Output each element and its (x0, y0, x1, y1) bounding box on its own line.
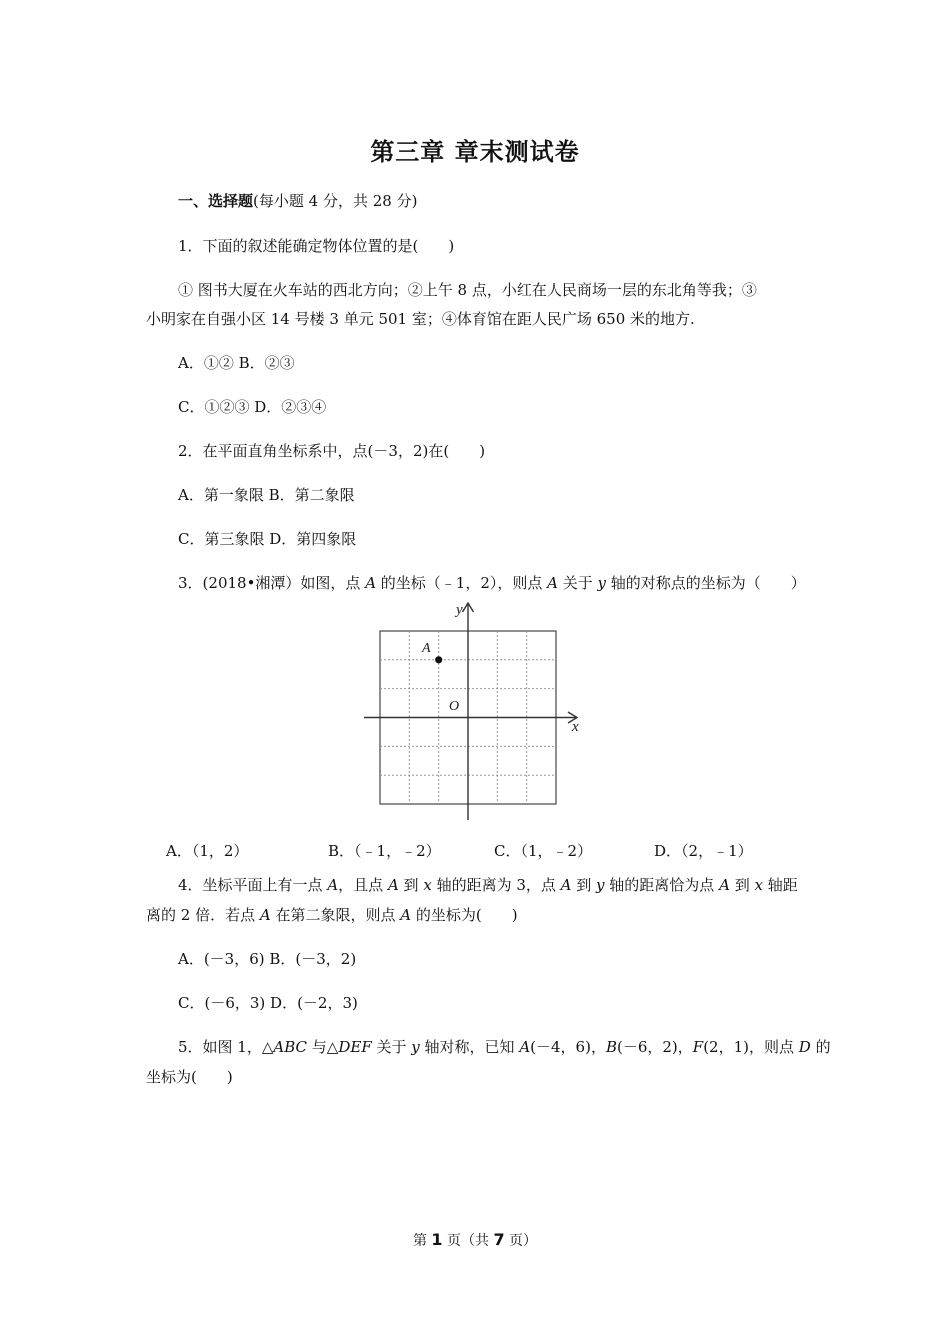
q3-option-d: D．（2，﹣1） (654, 842, 753, 860)
q3-option-b: B．（﹣1，﹣2） (328, 842, 441, 860)
q4-text: 到 (571, 876, 597, 894)
q3-option-a: A．（1，2） (166, 842, 249, 860)
q4-var: x (754, 876, 763, 894)
q4-text: 的坐标为( ) (411, 906, 518, 924)
question-2-options-cd: C．第三象限 D．第四象限 (178, 530, 357, 548)
q4-var: x (423, 876, 432, 894)
q3-stem-part: 轴的对称点的坐标为（ ） (606, 574, 806, 592)
q5-text: (－6，2)， (616, 1038, 693, 1056)
question-5-line2: 坐标为( ) (146, 1068, 233, 1086)
question-1-stem: 1．下面的叙述能确定物体位置的是( ) (178, 237, 455, 255)
point-a (435, 656, 442, 663)
q5-text: (－4，6)， (530, 1038, 606, 1056)
question-4-options-ab: A．(－3，6) B．(－3，2) (178, 950, 357, 968)
q5-text: 与△ (307, 1038, 339, 1056)
question-5-line1 (178, 1036, 831, 1058)
question-1-desc-line1: ① 图书大厦在火车站的西北方向；②上午 8 点，小红在人民商场一层的东北角等我；③ (178, 281, 757, 299)
q4-var: A (560, 876, 572, 894)
question-3-stem (178, 572, 806, 594)
footer-text: 页） (504, 1233, 538, 1249)
q4-var: A (259, 906, 271, 924)
q5-var: B (605, 1038, 617, 1056)
q5-var: ABC (273, 1038, 308, 1056)
point-a-label: A (422, 641, 431, 656)
q3-stem-part: 3．(2018•湘潭）如图，点 (178, 574, 366, 592)
q4-text: 轴的距离恰为点 (604, 876, 720, 894)
question-4-options-cd: C．(－6，3) D．(－2，3) (178, 994, 358, 1012)
q4-text: 在第二象限，则点 (270, 906, 401, 924)
y-axis-label: y (456, 602, 463, 618)
footer-text: 第 (412, 1233, 432, 1249)
x-axis (364, 712, 577, 723)
footer-text: 页（共 (442, 1233, 494, 1249)
q5-text: 轴对称，已知 (419, 1038, 520, 1056)
q5-var: F (692, 1038, 704, 1056)
section-note: (每小题 4 分，共 28 分) (253, 192, 418, 210)
q5-text: 的 (810, 1038, 831, 1056)
footer-total-pages: 7 (493, 1230, 505, 1249)
q5-var: A (519, 1038, 531, 1056)
q4-text: ，且点 (338, 876, 388, 894)
q3-stem-part: 关于 (558, 574, 598, 592)
q4-text: 离的 2 倍．若点 (146, 906, 260, 924)
q3-var-y: y (597, 574, 607, 592)
question-2-stem: 2．在平面直角坐标系中，点(－3，2)在( ) (178, 442, 486, 460)
q4-text: 到 (398, 876, 424, 894)
coordinate-grid-figure (360, 600, 590, 825)
q4-text: 4．坐标平面上有一点 (178, 876, 328, 894)
page-title: 第三章 章末测试卷 (370, 138, 580, 166)
q4-var: A (400, 906, 412, 924)
x-axis-label: x (572, 719, 579, 735)
section-heading (178, 190, 417, 212)
section-label: 一、选择题 (178, 192, 254, 210)
question-2-options-ab: A．第一象限 B．第二象限 (178, 486, 355, 504)
q5-text: 5．如图 1，△ (178, 1038, 274, 1056)
q4-text: 到 (729, 876, 755, 894)
q5-var: y (411, 1038, 420, 1056)
question-1-options-ab: A．①② B．②③ (178, 354, 295, 372)
question-4-line2 (146, 904, 518, 926)
q5-var: D (798, 1038, 811, 1056)
q3-stem-part: 的坐标（﹣1，2），则点 (376, 574, 548, 592)
q5-var: DEF (338, 1038, 372, 1056)
q5-text: (2，1)，则点 (703, 1038, 799, 1056)
q4-text: 轴的距离为 3，点 (431, 876, 561, 894)
q4-var: A (387, 876, 399, 894)
question-3-options (0, 840, 950, 862)
page-footer (0, 1230, 950, 1250)
q3-var-a: A (547, 574, 558, 592)
q4-var: A (327, 876, 339, 894)
footer-page-number: 1 (431, 1230, 443, 1249)
origin-label: O (449, 699, 460, 714)
question-1-desc-line2: 小明家在自强小区 14 号楼 3 单元 501 室；④体育馆在距人民广场 650 米的地方. (146, 310, 695, 328)
y-axis (463, 603, 474, 820)
q4-var: A (719, 876, 730, 894)
q4-var: y (596, 876, 605, 894)
question-4-line1 (178, 874, 798, 896)
q4-text: 轴距 (762, 876, 798, 894)
q3-var-a: A (365, 574, 377, 592)
question-1-options-cd: C．①②③ D．②③④ (178, 398, 327, 416)
q3-option-c: C．（1，﹣2） (494, 842, 593, 860)
q5-text: 关于 (371, 1038, 412, 1056)
